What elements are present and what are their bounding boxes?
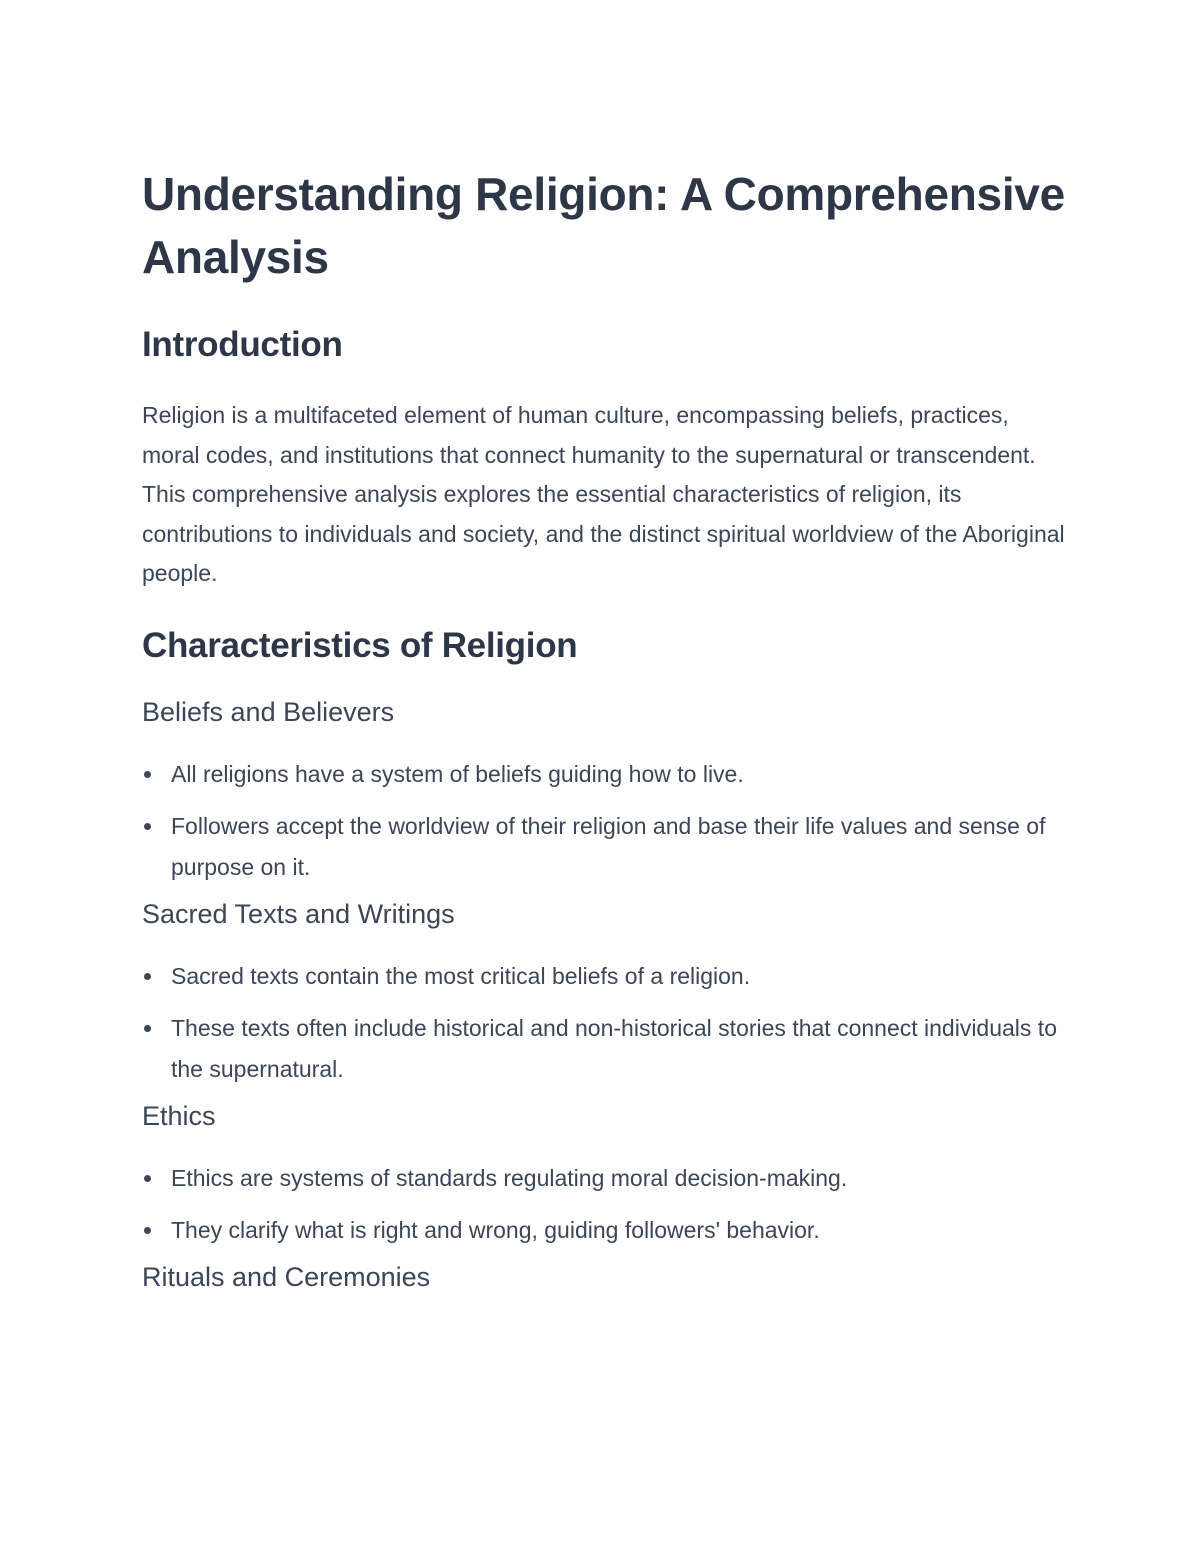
section-heading-introduction: Introduction xyxy=(142,325,343,364)
subsection-heading-ethics: Ethics xyxy=(142,1100,216,1131)
list-item-text: Followers accept the worldview of their religion and base their life values and sense of purpose on it. xyxy=(171,812,1046,880)
section-heading-characteristics: Characteristics of Religion xyxy=(142,625,578,665)
list-item xyxy=(142,1158,1072,1199)
list-item-text: Sacred texts contain the most critical beliefs of a religion. xyxy=(171,962,751,989)
bullet-icon xyxy=(144,771,151,778)
list-item-text: They clarify what is right and wrong, guiding followers' behavior. xyxy=(171,1216,820,1243)
subsection-heading-beliefs: Beliefs and Believers xyxy=(142,696,395,727)
document-title: Understanding Religion: A Comprehensive Analysis xyxy=(142,168,1065,283)
bullet-icon xyxy=(144,1025,151,1032)
bullet-icon xyxy=(144,1227,151,1234)
bullet-list-beliefs xyxy=(142,754,1072,888)
list-item xyxy=(142,754,1072,795)
bullet-icon xyxy=(144,1175,151,1182)
introduction-paragraph: Religion is a multifaceted element of human culture, encompassing beliefs, practices, moral codes, and institutions that connect humanity to the supernatural or transcendent. This comprehensive analysis explores the essential characteristics of religion, its contributions to individuals and society, and the distinct spiritual worldview of the Aboriginal people. xyxy=(142,402,1065,586)
bullet-list-sacred-texts xyxy=(142,956,1072,1090)
list-item xyxy=(142,1008,1072,1090)
subsection-heading-sacred-texts: Sacred Texts and Writings xyxy=(142,898,455,929)
list-item xyxy=(142,956,1072,997)
list-item-text: These texts often include historical and non-historical stories that connect individuals to the supernatural. xyxy=(171,1014,1057,1082)
bullet-list-ethics xyxy=(142,1158,1072,1251)
list-item-text: All religions have a system of beliefs guiding how to live. xyxy=(171,760,744,787)
list-item xyxy=(142,1210,1072,1251)
bullet-icon xyxy=(144,823,151,830)
list-item-text: Ethics are systems of standards regulating moral decision-making. xyxy=(171,1164,848,1191)
subsection-heading-rituals: Rituals and Ceremonies xyxy=(142,1261,431,1292)
bullet-icon xyxy=(144,973,151,980)
document-page xyxy=(142,160,1072,1295)
list-item xyxy=(142,806,1072,888)
